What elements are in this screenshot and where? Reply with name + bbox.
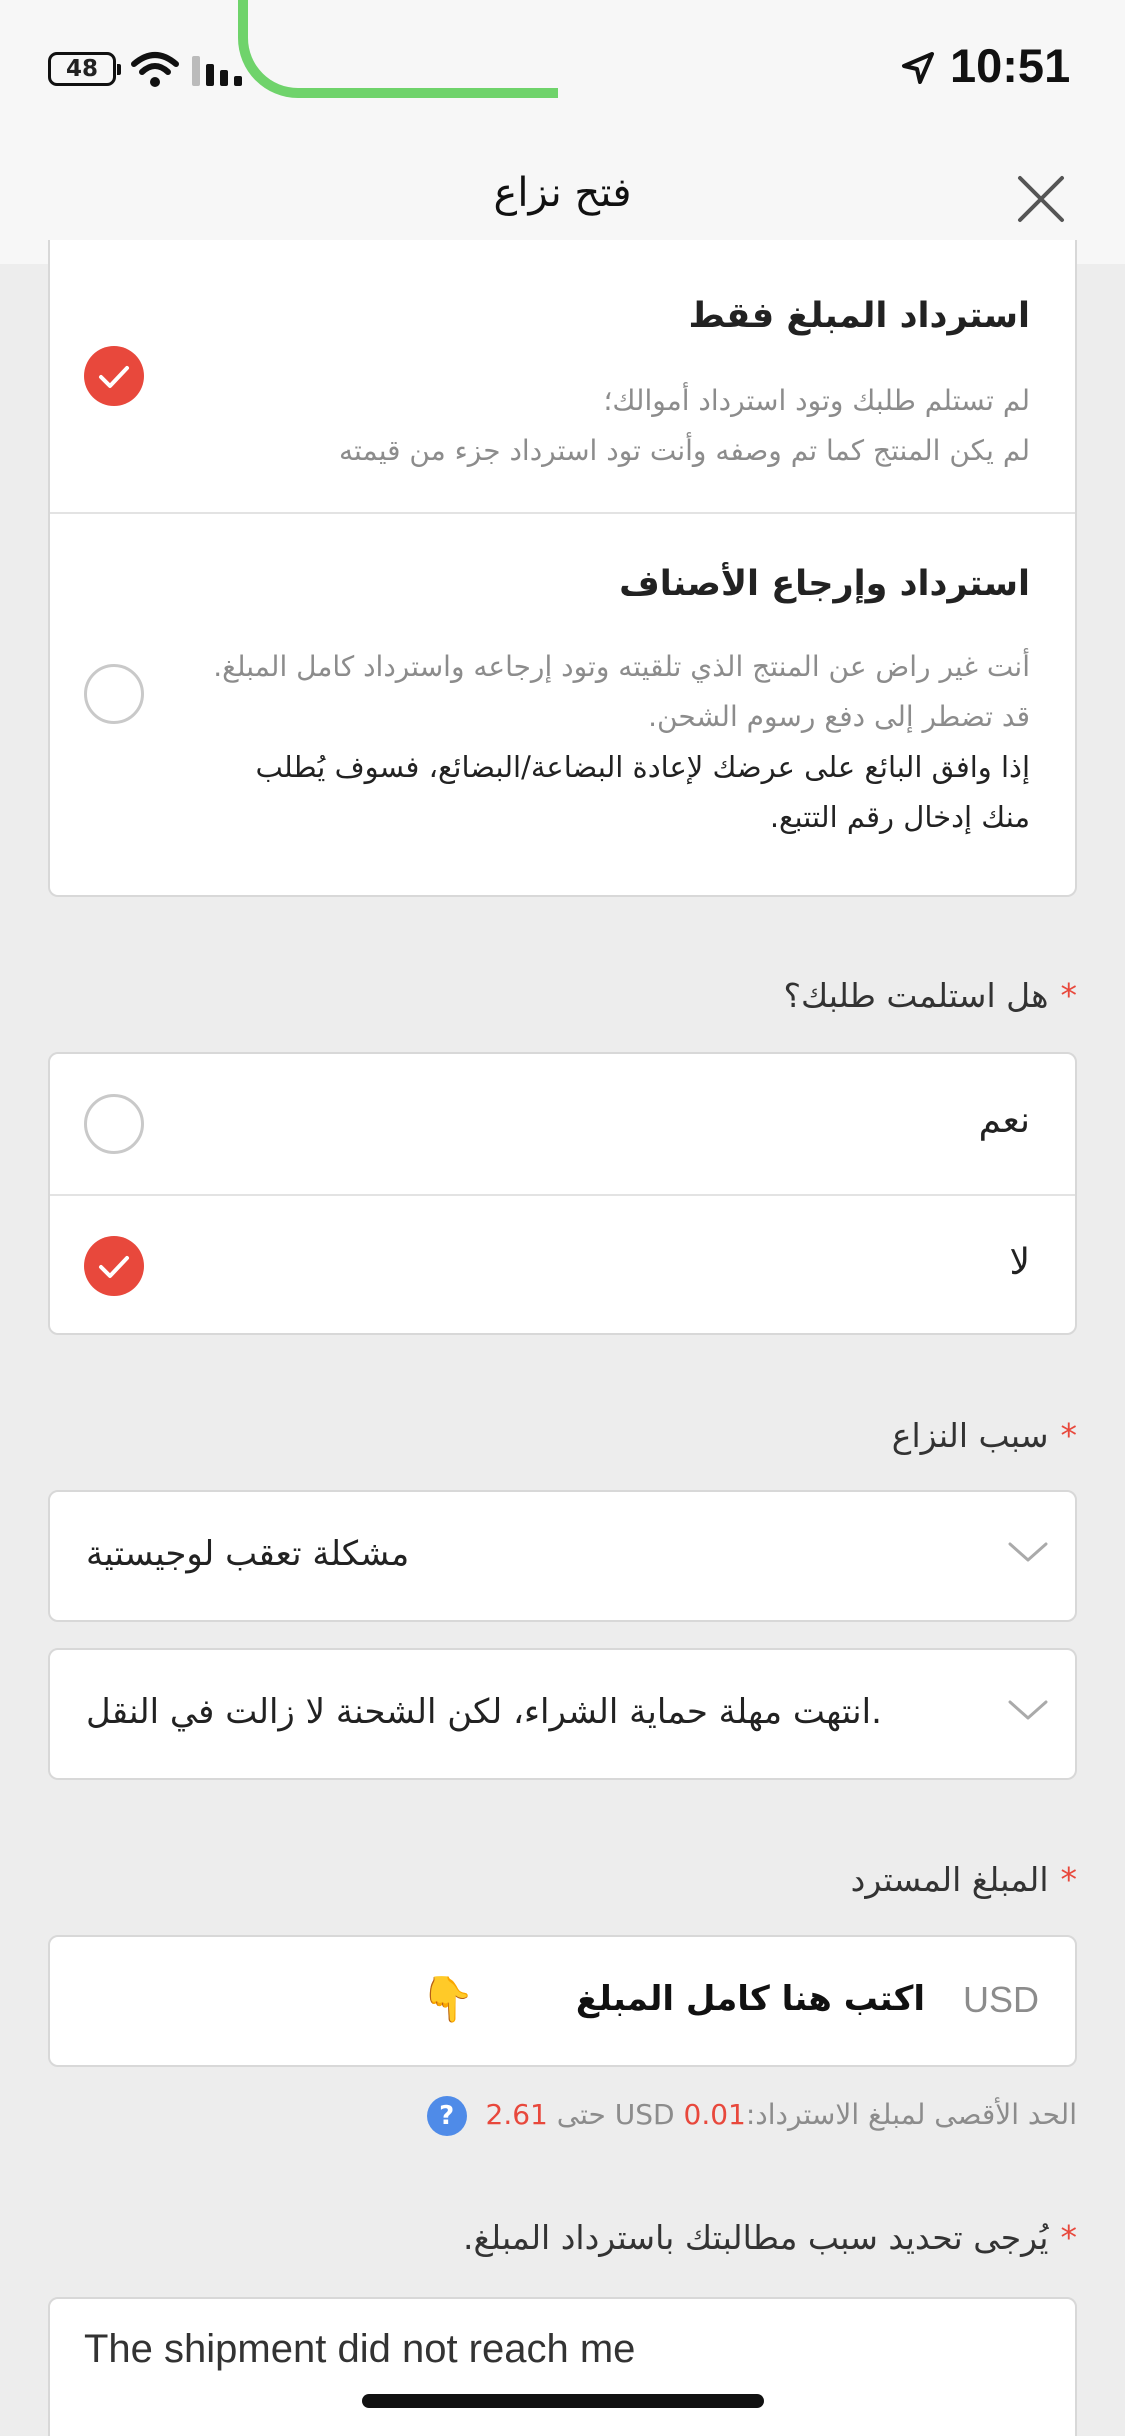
hint-max: 2.61: [485, 2098, 548, 2131]
refund-reason-textarea[interactable]: [48, 2297, 1077, 2436]
label-text: هل استلمت طلبك؟: [783, 976, 1049, 1015]
option-label: نعم: [978, 1100, 1030, 1141]
hint-min: 0.01: [683, 2098, 746, 2131]
refund-type-card: [48, 240, 1077, 897]
refund-amount-hint: [427, 2096, 1077, 2136]
radio-unchecked-icon[interactable]: [84, 1094, 144, 1154]
textarea-value: The shipment did not reach me: [84, 2327, 636, 2371]
clock: 10:51: [950, 39, 1071, 92]
option-desc-line: قد تضطر إلى دفع رسوم الشحن.: [648, 700, 1030, 733]
label-text: المبلغ المسترد: [850, 1860, 1049, 1899]
option-note-line: منك إدخال رقم التتبع.: [769, 800, 1030, 834]
label-text: سبب النزاع: [891, 1416, 1049, 1455]
battery-icon: [48, 52, 116, 86]
active-call-indicator[interactable]: [238, 0, 558, 98]
option-note: [255, 742, 1030, 842]
close-icon[interactable]: [1012, 170, 1070, 228]
page-title: فتح نزاع: [493, 170, 632, 216]
hint-to: حتى: [556, 2098, 606, 2131]
wifi-icon: [130, 50, 180, 90]
radio-unchecked-icon[interactable]: [84, 664, 144, 724]
select-value: انتهت مهلة حماية الشراء، لكن الشحنة لا زالت في النقل.: [86, 1692, 882, 1732]
option-title: استرداد المبلغ فقط: [688, 296, 1030, 336]
currency-label: USD: [962, 1979, 1039, 2020]
refund-amount-label: [851, 1860, 1077, 1899]
received-options-card: [48, 1052, 1077, 1335]
hint-prefix: الحد الأقصى لمبلغ الاسترداد:: [745, 2098, 1077, 2131]
status-bar: [0, 0, 1125, 132]
option-desc-line: أنت غير راض عن المنتج الذي تلقيته وتود إرجاعه واسترداد كامل المبلغ.: [213, 650, 1030, 683]
home-indicator[interactable]: [362, 2394, 764, 2408]
signal-icon: [192, 56, 244, 86]
dispute-reason-label: [892, 1416, 1077, 1455]
required-mark: *: [1060, 2218, 1077, 2257]
help-icon[interactable]: ?: [427, 2096, 467, 2136]
refund-amount-input[interactable]: [48, 1935, 1077, 2067]
hint-currency: USD: [614, 2098, 675, 2131]
location-arrow-icon: [900, 50, 936, 86]
option-note-line: إذا وافق البائع على عرضك لإعادة البضاعة/البضائع، فسوف يُطلب: [255, 750, 1030, 784]
radio-checked-icon[interactable]: [84, 1236, 144, 1296]
refund-reason-label: [463, 2218, 1077, 2257]
battery-level: 48: [65, 56, 98, 82]
received-question-label: [783, 976, 1077, 1015]
dispute-subreason-select[interactable]: [48, 1648, 1077, 1780]
required-mark: *: [1060, 1860, 1077, 1899]
required-mark: *: [1060, 976, 1077, 1015]
radio-checked-icon[interactable]: [84, 346, 144, 406]
label-text: يُرجى تحديد سبب مطالبتك باسترداد المبلغ.: [462, 2218, 1049, 2257]
option-description: [213, 642, 1030, 742]
option-refund-only[interactable]: [50, 240, 1075, 512]
chevron-down-icon: [1006, 1696, 1050, 1724]
chevron-down-icon: [1006, 1538, 1050, 1566]
option-desc-line: لم تستلم طلبك وتود استرداد أموالك؛: [603, 384, 1030, 417]
dispute-reason-select[interactable]: [48, 1490, 1077, 1622]
option-refund-and-return[interactable]: [50, 514, 1075, 897]
option-description: [339, 376, 1030, 476]
option-title: استرداد وإرجاع الأصناف: [619, 564, 1030, 604]
option-yes[interactable]: [50, 1054, 1075, 1194]
pointing-down-emoji: 👇: [420, 1974, 475, 2025]
select-value: مشكلة تعقب لوجيستية: [86, 1534, 410, 1574]
option-label: لا: [1009, 1242, 1030, 1283]
option-no[interactable]: [50, 1196, 1075, 1337]
option-desc-line: لم يكن المنتج كما تم وصفه وأنت تود استرداد جزء من قيمته: [339, 434, 1030, 467]
amount-value: اكتب هنا كامل المبلغ: [575, 1979, 925, 2019]
required-mark: *: [1060, 1416, 1077, 1455]
